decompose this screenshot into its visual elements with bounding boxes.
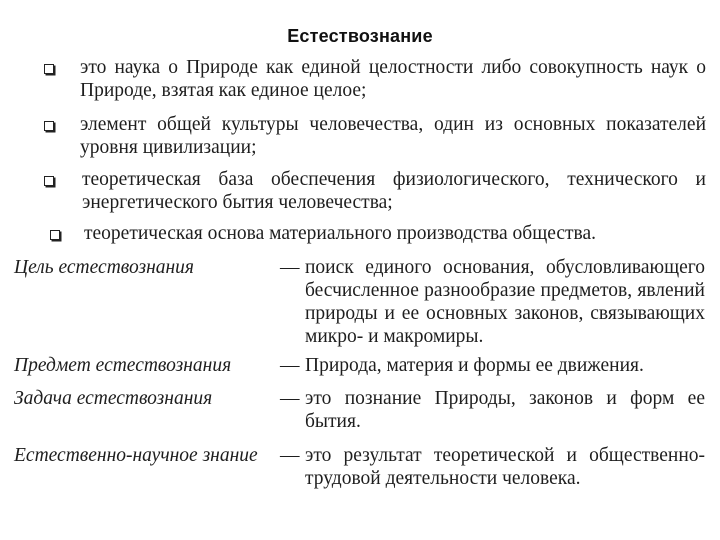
- bullet-text: теоретическая база обеспечения физиологического, технического и энергетического бытия человечества;: [82, 169, 706, 213]
- definition-dash: —: [280, 445, 300, 466]
- definition-term: Задача естествознания: [14, 388, 213, 409]
- checkbox-bullet-icon: [50, 230, 60, 240]
- definition-text: это познание Природы, законов и форм ее бытия.: [305, 388, 705, 432]
- definition-term: Естественно-научное знание: [14, 445, 258, 466]
- bullet-text: теоретическая основа материального производства общества.: [84, 223, 597, 244]
- bullet-text: элемент общей культуры человечества, один из основных показателей уровня цивилизации;: [80, 114, 706, 158]
- definition-term: Цель естествознания: [14, 257, 194, 278]
- definition-term: Предмет естествознания: [14, 355, 232, 376]
- definition-text: это результат теоретической и общественно-трудовой деятельности человека.: [305, 445, 705, 489]
- definition-dash: —: [280, 257, 300, 278]
- page-title: Естествознание: [287, 26, 433, 46]
- checkbox-bullet-icon: [44, 64, 54, 74]
- definition-dash: —: [280, 355, 300, 376]
- checkbox-bullet-icon: [44, 121, 54, 131]
- bullet-text: это наука о Природе как единой целостности либо совокупность наук о Природе, взятая как единое целое;: [80, 57, 706, 101]
- checkbox-bullet-icon: [44, 176, 54, 186]
- definition-text: поиск единого основания, обусловливающего бесчисленное разнообразие предметов, явлений природы и ее основных законов, связывающих микро- и макромиры.: [305, 257, 705, 347]
- definition-text: Природа, материя и формы ее движения.: [305, 355, 644, 376]
- definition-dash: —: [280, 388, 300, 409]
